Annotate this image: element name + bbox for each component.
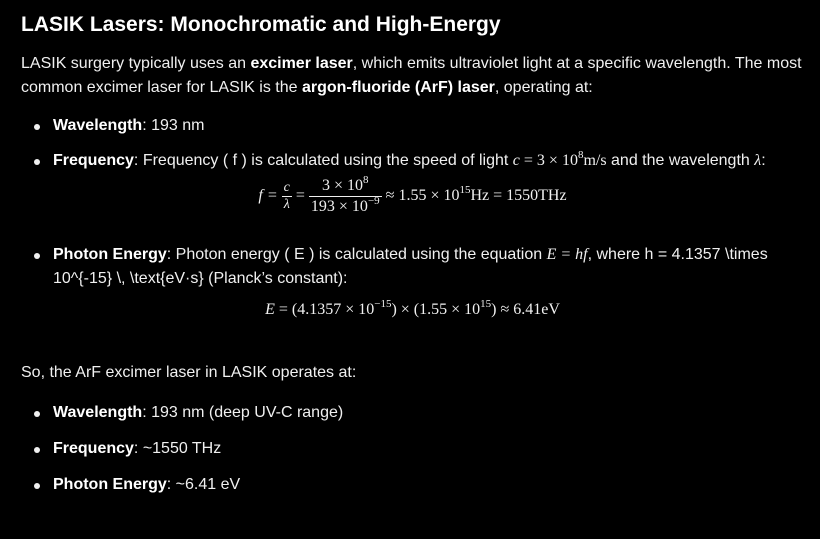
fraction-c-over-lambda [282,181,292,212]
frac-numerator: c [283,180,290,195]
list-item-photon-energy [21,243,804,291]
eq-lhs: f = [258,187,278,205]
eq-result: ) ≈ 6.41eV [491,301,560,318]
item-text: : 193 nm [142,117,205,134]
frac-denominator: λ [283,197,290,212]
photon-energy-equation: $E = (4.1357 \times 10^{-15}) \times (1.55 \times 10^{15}) \approx 6.41eV$ [265,297,560,318]
fraction-value [309,173,382,216]
intro-paragraph [21,52,804,100]
frac-denominator-exponent: −9 [367,194,380,207]
intro-text: , which emits ultraviolet light at a specific wavelength. The most common excimer laser for LASIK is the [21,55,802,96]
item-text: : ~6.41 eV [166,476,241,493]
item-text: : [761,152,766,169]
math-text: = 3 × 10 [519,152,578,169]
details-list [21,114,804,173]
math-unit: m/s [583,152,607,169]
math-exponent: 8 [577,148,584,161]
item-label: Photon Energy [53,476,167,493]
item-text: : Frequency ( f ) is calculated using the speed of light [133,152,513,169]
frac-denominator: 193 × 10 [310,198,368,215]
frequency-equation [21,173,804,223]
frac-numerator-exponent: 8 [363,173,369,186]
inline-equation: E = hf [546,246,588,263]
intro-bold-excimer: excimer laser [250,55,353,72]
list-item-frequency [21,149,804,173]
summary-list [21,401,804,497]
item-label: Photon Energy [53,246,167,263]
item-text: : 193 nm (deep UV-C range) [142,404,344,421]
item-label: Wavelength [53,404,143,421]
eq-exponent: 15 [480,297,492,310]
lambda-symbol: λ [754,152,762,169]
list-item-wavelength [21,114,804,138]
item-label: Frequency [53,440,134,457]
page-title: LASIK Lasers: Monochromatic and High-Energy [21,13,501,36]
summary-intro: So, the ArF excimer laser in LASIK operates at: [21,364,357,381]
intro-bold-arf: argon-fluoride (ArF) laser [301,79,495,96]
frac-numerator: 3 × 10 [322,177,364,194]
item-text: and the wavelength [606,152,755,169]
speed-of-light-expression: $c = 3 \times 10^8m/s$ [512,148,607,169]
item-label: Frequency [53,152,134,169]
eq-approx: ≈ 1.55 × 10 [385,187,460,205]
eq-exponent: 15 [459,183,471,196]
intro-text: , operating at: [494,79,593,96]
item-text: : Photon energy ( E ) is calculated using the equation [166,246,547,263]
photon-list [21,243,804,291]
item-label: Wavelength [53,117,143,134]
eq-part: = (4.1357 × 10 [274,301,375,318]
eq-result: Hz = 1550THz [470,187,567,205]
summary-item-frequency [21,437,804,461]
summary-item-photon-energy [21,473,804,497]
eq-part: ) × (1.55 × 10 [391,301,481,318]
item-text: , where h = 4.1357 \times 10^{-15} \, \text{eV·s} (Planck’s constant): [53,246,768,287]
eq-sign: = [295,187,305,205]
eq-exponent: −15 [374,297,392,310]
summary-item-wavelength [21,401,804,425]
item-text: : ~1550 THz [133,440,222,457]
intro-text: LASIK surgery typically uses an [21,55,251,72]
